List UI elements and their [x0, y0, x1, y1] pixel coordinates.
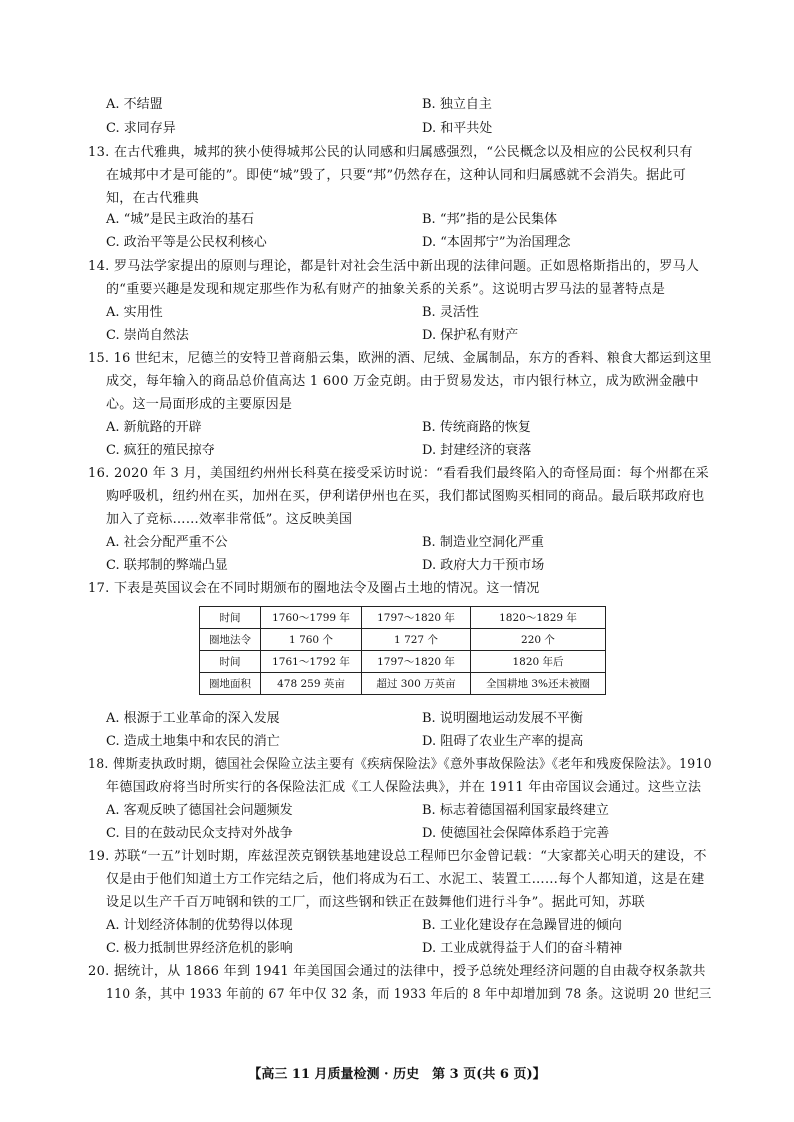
- table-row: [200, 651, 606, 673]
- q16-stem-line-1: 16. 2020 年 3 月，美国纽约州州长科莫在接受采访时说：“看看我们最终陷入的奇怪局面：每个州都在采: [88, 466, 710, 481]
- q17-option-c: C. 造成土地集中和农民的消亡: [106, 734, 280, 749]
- q13-option-b: B. “邦”指的是公民集体: [422, 212, 558, 227]
- table-cell: 超过 300 万英亩: [362, 673, 471, 695]
- q19-option-a: A. 计划经济体制的优势得以体现: [106, 918, 293, 933]
- table-cell: 时间: [200, 651, 261, 673]
- q18-option-b: B. 标志着德国福利国家最终建立: [422, 803, 609, 818]
- q15-option-a: A. 新航路的开辟: [106, 420, 202, 435]
- q13-option-d: D. “本固邦宁”为治国理念: [422, 235, 571, 250]
- q15-option-d: D. 封建经济的衰落: [422, 443, 532, 458]
- q14-stem-line-1: 14. 罗马法学家提出的原则与理论，都是针对社会生活中新出现的法律问题。正如恩格斯指出的，罗马人: [88, 259, 700, 274]
- q13-stem-line-2: 在城邦中才是可能的”。即使“城”毁了，只要“邦”仍然存在，这种认同和归属感就不会消失。据此可: [106, 168, 687, 183]
- q14-option-c: C. 崇尚自然法: [106, 328, 189, 343]
- table-cell: 1797～1820 年: [362, 651, 471, 673]
- q18-stem-line-1: 18. 俾斯麦执政时期，德国社会保险立法主要有《疾病保险法》《意外事故保险法》《老年和残废保险法》。1910: [88, 757, 712, 772]
- table-row: [200, 607, 606, 629]
- q15-stem-line-1: 15. 16 世纪末，尼德兰的安特卫普商船云集，欧洲的酒、尼绒、金属制品，东方的香料、粮食大都运到这里: [88, 351, 712, 366]
- table-cell: 478 259 英亩: [261, 673, 362, 695]
- q14-option-a: A. 实用性: [106, 305, 163, 320]
- q14-option-d: D. 保护私有财产: [422, 328, 519, 343]
- table-cell: 时间: [200, 607, 261, 629]
- q17-stem-line-1: 17. 下表是英国议会在不同时期颁布的圈地法令及圈占土地的情况。这一情况: [88, 581, 540, 596]
- q18-option-a: A. 客观反映了德国社会问题频发: [106, 803, 293, 818]
- table-cell: 1760～1799 年: [261, 607, 362, 629]
- q15-option-b: B. 传统商路的恢复: [422, 420, 531, 435]
- q17-option-d: D. 阻碍了农业生产率的提高: [422, 734, 584, 749]
- q12-option-a: A. 不结盟: [106, 97, 163, 112]
- table-cell: 圈地面积: [200, 673, 261, 695]
- q16-option-d: D. 政府大力干预市场: [422, 558, 545, 573]
- q14-option-b: B. 灵活性: [422, 305, 479, 320]
- q20-stem-line-1: 20. 据统计，从 1866 年到 1941 年美国国会通过的法律中，授予总统处理经济问题的自由裁夺权条款共: [88, 964, 706, 979]
- table-cell: 1 760 个: [261, 629, 362, 651]
- q12-option-c: C. 求同存异: [106, 121, 176, 136]
- q17-option-a: A. 根源于工业革命的深入发展: [106, 711, 280, 726]
- q20-stem-line-2: 110 条，其中 1933 年前的 67 年中仅 32 条，而 1933 年后的 8 年中却增加到 78 条。这说明 20 世纪三: [106, 987, 712, 1002]
- table-cell: 1 727 个: [362, 629, 471, 651]
- q15-option-c: C. 疯狂的殖民掠夺: [106, 443, 215, 458]
- table-cell: 1820～1829 年: [471, 607, 606, 629]
- table-cell: 1797～1820 年: [362, 607, 471, 629]
- q16-option-c: C. 联邦制的弊端凸显: [106, 558, 228, 573]
- q19-option-b: B. 工业化建设存在急躁冒进的倾向: [422, 918, 622, 933]
- q19-stem-line-1: 19. 苏联“一五”计划时期，库兹涅茨克钢铁基地建设总工程师巴尔金曾记载：“大家都关心明天的建设，不: [88, 849, 707, 864]
- q19-stem-line-2: 仅是由于他们知道土方工作完结之后，他们将成为石工、水泥工、装置工……每个人都知道，这是在建: [106, 872, 705, 887]
- q18-option-c: C. 目的在鼓动民众支持对外战争: [106, 826, 293, 841]
- q13-stem-line-1: 13. 在古代雅典，城邦的狭小使得城邦公民的认同感和归属感强烈，“公民概念以及相应的公民权利只有: [88, 145, 693, 160]
- q16-option-a: A. 社会分配严重不公: [106, 535, 228, 550]
- q18-option-d: D. 使德国社会保障体系趋于完善: [422, 826, 610, 841]
- q19-option-d: D. 工业成就得益于人们的奋斗精神: [422, 941, 623, 956]
- q12-option-d: D. 和平共处: [422, 121, 493, 136]
- q12-option-b: B. 独立自主: [422, 97, 492, 112]
- enclosure-table: [199, 606, 606, 695]
- table-row: [200, 673, 606, 695]
- q13-option-c: C. 政治平等是公民权利核心: [106, 235, 267, 250]
- page-footer: 【高三 11 月质量检测 · 历史 第 3 页(共 6 页)】: [248, 1067, 546, 1082]
- q15-stem-line-3: 心。这一局面形成的主要原因是: [106, 397, 293, 412]
- table-cell: 圈地法令: [200, 629, 261, 651]
- q16-stem-line-2: 购呼吸机，纽约州在买，加州在买，伊利诺伊州也在买，我们都试图购买相同的商品。最后联邦政府也: [106, 489, 705, 504]
- q13-option-a: A. “城”是民主政治的基石: [106, 212, 254, 227]
- table-row: [200, 629, 606, 651]
- table-cell: 1761～1792 年: [261, 651, 362, 673]
- q18-stem-line-2: 年德国政府将当时所实行的各保险法汇成《工人保险法典》，并在 1911 年由帝国议会通过。这些立法: [106, 780, 702, 795]
- table-cell: 1820 年后: [471, 651, 606, 673]
- q19-stem-line-3: 设足以生产千百万吨钢和铁的工厂，而这些钢和铁正在鼓舞他们进行斗争”。据此可知，苏联: [106, 895, 645, 910]
- table-cell: 全国耕地 3%还未被圈: [471, 673, 606, 695]
- q15-stem-line-2: 成交，每年输入的商品总价值高达 1 600 万金克朗。由于贸易发达，市内银行林立，成为欧洲金融中: [106, 374, 699, 389]
- q16-option-b: B. 制造业空洞化严重: [422, 535, 544, 550]
- q16-stem-line-3: 加入了竞标……效率非常低”。这反映美国: [106, 512, 353, 527]
- q17-option-b: B. 说明圈地运动发展不平衡: [422, 711, 583, 726]
- q19-option-c: C. 极力抵制世界经济危机的影响: [106, 941, 293, 956]
- table-cell: 220 个: [471, 629, 606, 651]
- q14-stem-line-2: 的“重要兴趣是发现和规定那些作为私有财产的抽象关系的关系”。这说明古罗马法的显著特点是: [106, 282, 666, 297]
- q13-stem-line-3: 知，在古代雅典: [106, 191, 200, 206]
